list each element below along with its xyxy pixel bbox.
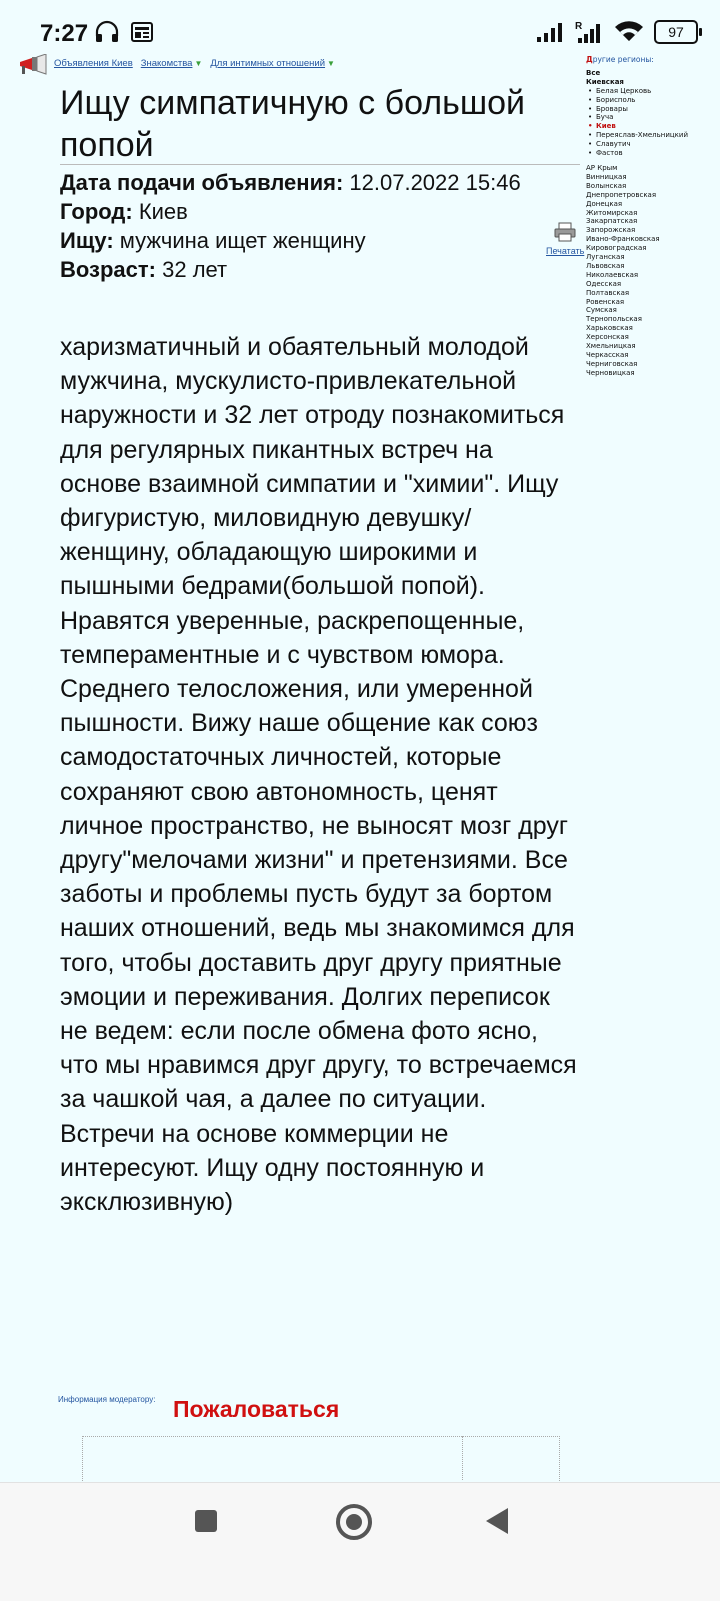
- seek-label: Ищу:: [60, 228, 114, 253]
- recents-square-icon[interactable]: [195, 1510, 217, 1532]
- svg-text:R: R: [575, 21, 583, 32]
- back-triangle-icon[interactable]: [486, 1508, 508, 1534]
- city-value: Киев: [138, 199, 188, 224]
- sidebar-region[interactable]: Сумская: [586, 306, 617, 315]
- sidebar-city[interactable]: • Переяслав-Хмельницкий: [596, 131, 716, 140]
- sidebar-region[interactable]: Херсонская: [586, 333, 629, 342]
- megaphone-icon: [16, 54, 48, 76]
- sidebar-region[interactable]: Черниговская: [586, 359, 638, 368]
- sidebar-region[interactable]: Донецкая: [586, 199, 623, 208]
- breadcrumb-intimate[interactable]: Для интимных отношений: [210, 58, 326, 69]
- city-label: Город:: [60, 199, 133, 224]
- print-label[interactable]: Печатать: [546, 246, 585, 256]
- dropdown-arrow-icon[interactable]: ▼: [194, 59, 203, 68]
- sidebar-region[interactable]: Львовская: [586, 261, 625, 270]
- sidebar-region[interactable]: Тернопольская: [586, 315, 642, 324]
- sidebar-region[interactable]: Одесская: [586, 279, 622, 288]
- wifi-icon: [614, 21, 644, 43]
- age-value: 32 лет: [162, 257, 228, 282]
- sidebar-region[interactable]: Полтавская: [586, 288, 630, 297]
- breadcrumb-dating[interactable]: Знакомства: [140, 58, 193, 69]
- sidebar-region[interactable]: Винницкая: [586, 172, 627, 181]
- home-circle-icon[interactable]: [336, 1504, 372, 1540]
- sidebar-region[interactable]: Запорожская: [586, 226, 636, 235]
- sidebar-all[interactable]: Все: [586, 68, 601, 77]
- sidebar-city[interactable]: • Белая Церковь: [596, 87, 716, 96]
- city-list: [586, 87, 716, 158]
- ad-description: харизматичный и обаятельный молодой мужчина, мускулисто-привлекательной наружности и 32 лет отроду познакомиться для регулярных пикантных встреч на основе взаимной симпатии и "химии". Ищу фигуристую, миловидную девушку/женщину, обладающую широкими и пышными бедрами(большой попой). Нравятся уверенные, раскрепощенные, темпераментные и с чувством юмора. Среднего телосложения, или умеренной пышности. Вижу наше общение как союз самодостаточных личностей, которые сохраняют свою автономность, ценят личное пространство, не выносят мозг друг другу"мелочами жизни" и претензиями. Все заботы и проблемы пусть будут за бортом наших отношений, ведь мы знакомимся для того, чтобы доставить друг другу приятные эмоции и переживания. Долгих переписок не ведем: если после обмена фото ясно, что мы нравимся друг другу, то встречаемся за чашкой чая, а далее по ситуации. Встречи на основе коммерции не интересуют. Ищу одну постоянную и эксклюзивную): [60, 333, 577, 1217]
- page-title: Ищу симпатичную с большой попой: [60, 84, 525, 164]
- sidebar-region[interactable]: Ивано-Франковская: [586, 235, 660, 244]
- sidebar-city[interactable]: • Борисполь: [596, 96, 716, 105]
- bottom-panel-divider: [462, 1436, 464, 1480]
- headphones-icon: [94, 20, 120, 44]
- sidebar-region[interactable]: Черновицкая: [586, 368, 635, 377]
- sidebar-city[interactable]: • Киев: [596, 122, 716, 131]
- region-list: [586, 164, 716, 378]
- sidebar-city[interactable]: • Славутич: [596, 140, 716, 149]
- bottom-panel: [82, 1436, 560, 1481]
- sidebar-region[interactable]: Волынская: [586, 181, 627, 190]
- sidebar-region[interactable]: Черкасская: [586, 351, 629, 359]
- breadcrumb-ads-kiev[interactable]: Объявления Киев: [54, 58, 133, 69]
- signal-icon: [536, 21, 564, 43]
- date-label: Дата подачи объявления:: [60, 170, 344, 195]
- sidebar-city[interactable]: • Буча: [596, 113, 716, 122]
- breadcrumb: [54, 58, 335, 69]
- sidebar-region[interactable]: Ровенская: [586, 297, 625, 306]
- print-button[interactable]: [546, 222, 584, 256]
- age-label: Возраст:: [60, 257, 156, 282]
- seek-value: мужчина ищет женщину: [119, 228, 366, 253]
- date-value: 12.07.2022 15:46: [349, 170, 521, 195]
- signal-roaming-icon: [574, 20, 604, 44]
- sidebar-region[interactable]: АР Крым: [586, 163, 618, 172]
- moderator-info-link[interactable]: Информация модератору:: [58, 1395, 156, 1404]
- sidebar-city[interactable]: • Бровары: [596, 105, 716, 114]
- regions-sidebar: [586, 56, 716, 378]
- ad-meta: [60, 168, 530, 284]
- sidebar-region[interactable]: Закарпатская: [586, 217, 638, 226]
- sidebar-region[interactable]: Житомирская: [586, 208, 638, 217]
- sidebar-region[interactable]: Харьковская: [586, 324, 633, 333]
- sidebar-region[interactable]: Кировоградская: [586, 244, 647, 253]
- sidebar-region-kiev[interactable]: Киевская: [586, 77, 624, 86]
- battery-icon: 97: [654, 20, 698, 44]
- system-nav-bar: [0, 1482, 720, 1601]
- complain-link[interactable]: Пожаловаться: [173, 1396, 340, 1422]
- printer-icon: [554, 222, 576, 242]
- sidebar-city[interactable]: • Фастов: [596, 149, 716, 158]
- title-divider: [60, 164, 580, 165]
- news-icon: [130, 20, 154, 44]
- sidebar-region[interactable]: Хмельницкая: [586, 342, 636, 351]
- sidebar-region[interactable]: Луганская: [586, 253, 625, 262]
- dropdown-arrow-icon[interactable]: ▼: [327, 59, 335, 68]
- sidebar-region[interactable]: Николаевская: [586, 270, 639, 279]
- sidebar-region[interactable]: Днепропетровская: [586, 190, 657, 199]
- clock: 7:27: [40, 20, 89, 47]
- sidebar-heading: Другие регионы:: [586, 55, 654, 64]
